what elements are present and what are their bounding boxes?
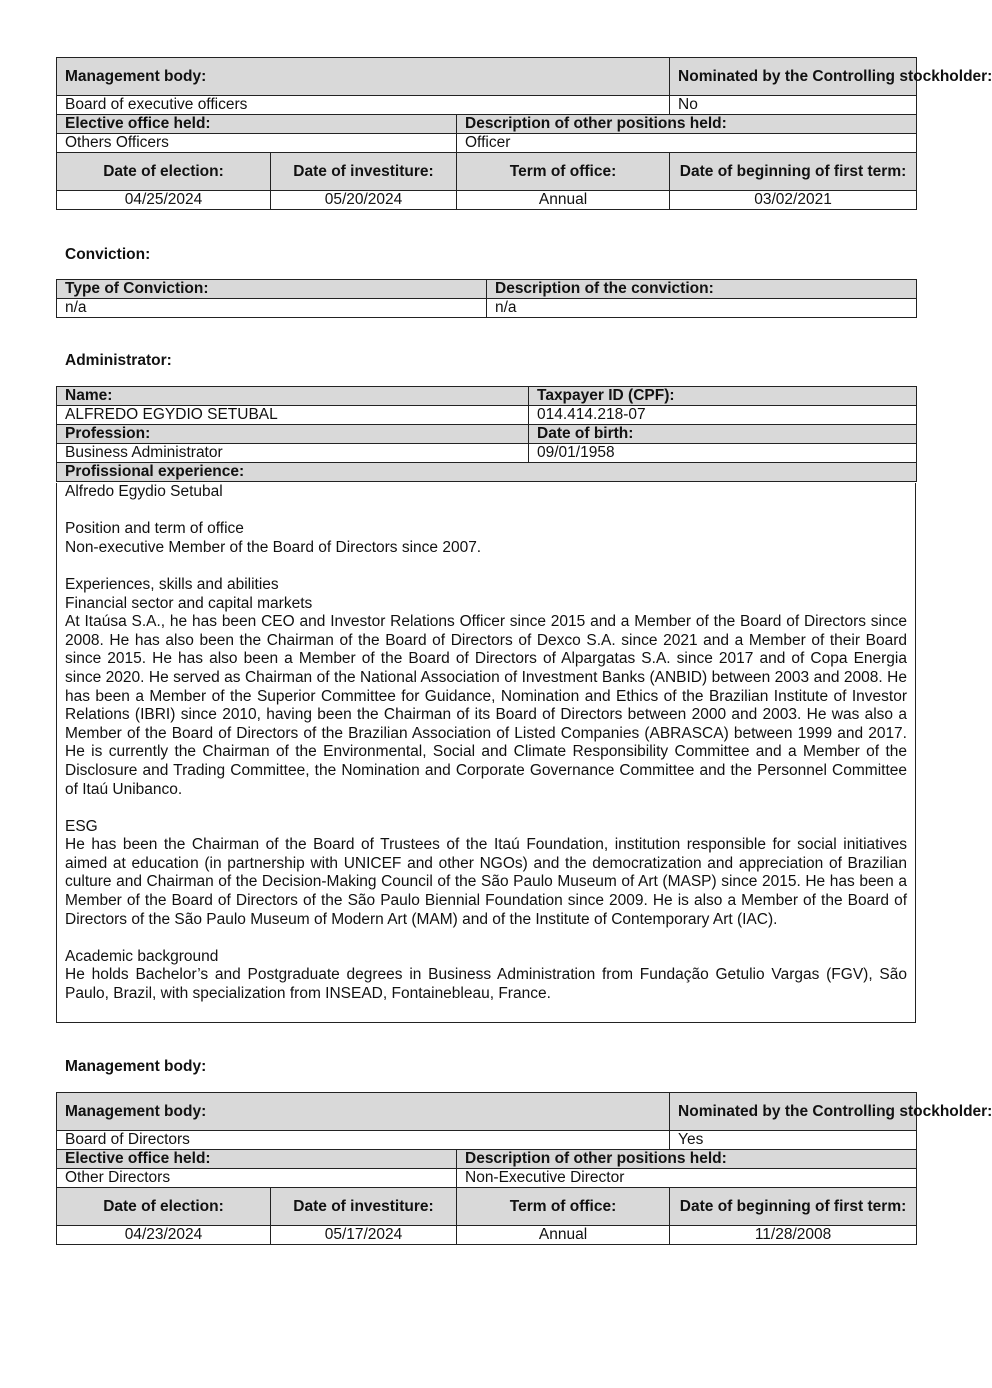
management-body-heading: Management body: bbox=[65, 1058, 207, 1075]
election-date-value: 04/25/2024 bbox=[57, 191, 271, 210]
experience-label: Profissional experience: bbox=[57, 463, 917, 482]
election-date-label: Date of election: bbox=[57, 153, 271, 191]
investiture-date-value: 05/17/2024 bbox=[271, 1226, 457, 1245]
investiture-date-value: 05/20/2024 bbox=[271, 191, 457, 210]
term-value: Annual bbox=[457, 1226, 670, 1245]
conviction-heading: Conviction: bbox=[65, 246, 151, 263]
nominated-value: No bbox=[670, 96, 917, 115]
professional-experience-box bbox=[56, 483, 916, 1023]
management-body-value: Board of Directors bbox=[57, 1131, 670, 1150]
management-body-label: Management body: bbox=[57, 58, 670, 96]
first-term-label: Date of beginning of first term: bbox=[670, 153, 917, 191]
investiture-date-label: Date of investiture: bbox=[271, 1188, 457, 1226]
academic-text: He holds Bachelor’s and Postgraduate degrees in Business Administration from Fundação Getulio Vargas (FGV), São Paulo, Brazil, with specialization from INSEAD, Fontainebleau, France. bbox=[65, 966, 907, 1003]
management-body-table-1 bbox=[56, 57, 992, 210]
investiture-date-label: Date of investiture: bbox=[271, 153, 457, 191]
position-heading: Position and term of office bbox=[65, 520, 244, 538]
experience-name-line: Alfredo Egydio Setubal bbox=[65, 483, 223, 500]
cpf-label: Taxpayer ID (CPF): bbox=[529, 387, 917, 406]
nominated-value: Yes bbox=[670, 1131, 917, 1150]
conviction-type-value: n/a bbox=[57, 299, 487, 318]
election-date-label: Date of election: bbox=[57, 1188, 271, 1226]
first-term-value: 11/28/2008 bbox=[670, 1226, 917, 1245]
first-term-label: Date of beginning of first term: bbox=[670, 1188, 917, 1226]
name-value: ALFREDO EGYDIO SETUBAL bbox=[57, 406, 529, 425]
elective-office-label: Elective office held: bbox=[57, 1150, 457, 1169]
esg-text: He has been the Chairman of the Board of Trustees of the Itaú Foundation, institution responsible for social initiatives aimed at education (in partnership with UNICEF and other NGOs) and the democratization and appreciation of Brazilian culture and Chairman of the Decision-Making Council of the São Paulo Museum of Art (MASP) since 2015. He has been a Member of the Board of Directors of the São Paulo Biennial Foundation since 2009. He is also a Member of the Board of Directors of the São Paulo Museum of Modern Art (MAM) and of the Institute of Contemporary Art (IAC). bbox=[65, 836, 907, 928]
administrator-heading: Administrator: bbox=[65, 352, 172, 369]
profession-value: Business Administrator bbox=[57, 444, 529, 463]
profession-label: Profession: bbox=[57, 425, 529, 444]
administrator-table bbox=[56, 386, 917, 482]
position-text: Non-executive Member of the Board of Directors since 2007. bbox=[65, 538, 482, 556]
conviction-type-label: Type of Conviction: bbox=[57, 280, 487, 299]
management-body-table-2 bbox=[56, 1092, 992, 1245]
nominated-label: Nominated by the Controlling stockholder: bbox=[670, 1093, 917, 1131]
esg-heading: ESG bbox=[65, 817, 98, 835]
name-label: Name: bbox=[57, 387, 529, 406]
birth-date-label: Date of birth: bbox=[529, 425, 917, 444]
other-positions-label: Description of other positions held: bbox=[457, 1150, 917, 1169]
conviction-description-label: Description of the conviction: bbox=[487, 280, 917, 299]
term-value: Annual bbox=[457, 191, 670, 210]
birth-date-value: 09/01/1958 bbox=[529, 444, 917, 463]
conviction-table bbox=[56, 279, 917, 318]
elective-office-value: Others Officers bbox=[57, 134, 457, 153]
election-date-value: 04/23/2024 bbox=[57, 1226, 271, 1245]
nominated-label: Nominated by the Controlling stockholder: bbox=[670, 58, 917, 96]
cpf-value: 014.414.218-07 bbox=[529, 406, 917, 425]
elective-office-value: Other Directors bbox=[57, 1169, 457, 1188]
term-label: Term of office: bbox=[457, 1188, 670, 1226]
management-body-label: Management body: bbox=[57, 1093, 670, 1131]
other-positions-label: Description of other positions held: bbox=[457, 115, 917, 134]
skills-text: At Itaúsa S.A., he has been CEO and Investor Relations Officer since 2015 and a Member of the Board of Directors since 2008. He has also been the Chairman of the Board of Directors of Dexco S.A. since 2021 and a Member of their Board since 2015. He has also been a Member of the Board of Directors of Alpargatas S.A. since 2017 and of Copa Energia since 2020. He served as Chairman of the National Association of Investment Banks (ANBID) between 2003 and 2008. He has been a Member of the Superior Committee for Guidance, Nomination and Ethics of the Brazilian Institute of Investor Relations (IBRI) since 2010, having been the Chairman of its Board of Directors between 2000 and 2003. He was also a Member of the Board of Directors of the Brazilian Association of Listed Companies (ABRASCA) between 1999 and 2017. He is currently the Chairman of the Environmental, Social and Climate Responsibility Committee and a Member of the Disclosure and Trading Committee, the Nomination and Corporate Governance Committee and the Personnel Committee of Itaú Unibanco. bbox=[65, 613, 907, 798]
term-label: Term of office: bbox=[457, 153, 670, 191]
conviction-description-value: n/a bbox=[487, 299, 917, 318]
academic-heading: Academic background bbox=[65, 947, 219, 965]
management-body-value: Board of executive officers bbox=[57, 96, 670, 115]
other-positions-value: Non-Executive Director bbox=[457, 1169, 917, 1188]
skills-subheading: Financial sector and capital markets bbox=[65, 594, 313, 612]
elective-office-label: Elective office held: bbox=[57, 115, 457, 134]
other-positions-value: Officer bbox=[457, 134, 917, 153]
skills-heading: Experiences, skills and abilities bbox=[65, 575, 279, 593]
first-term-value: 03/02/2021 bbox=[670, 191, 917, 210]
